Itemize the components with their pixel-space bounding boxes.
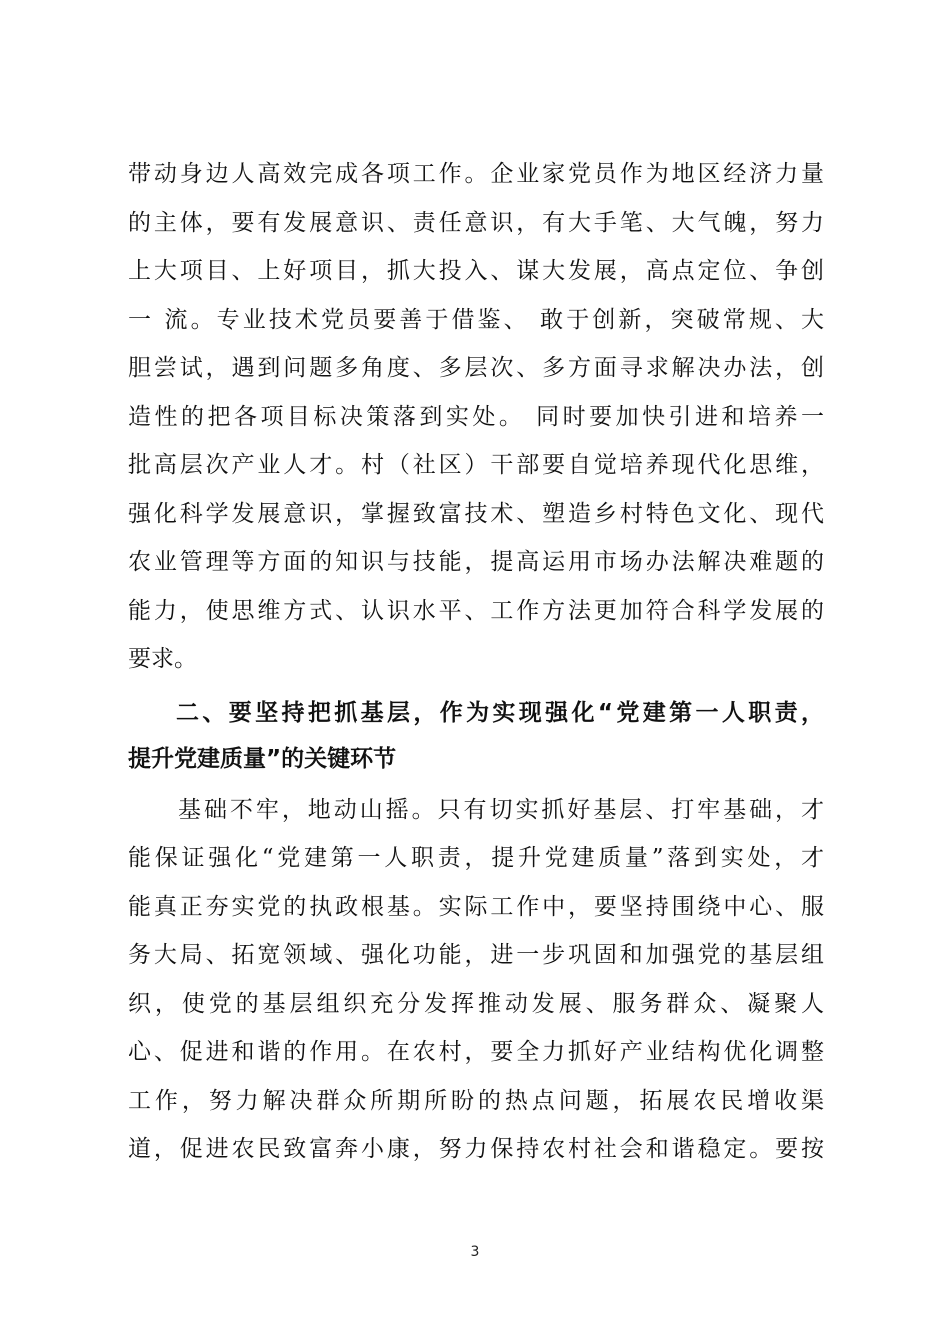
document-body [128,150,824,1174]
text-line: 织，使党的基层组织充分发挥推动发展、服务群众、凝聚人 [128,990,824,1017]
paragraph-1 [128,150,824,684]
text-line: 强化科学发展意识，掌握致富技术、塑造乡村特色文化、现代 [128,500,824,527]
section-heading [128,690,824,782]
heading-line: 二、要坚持把抓基层，作为实现强化“党建第一人职责， [176,699,824,726]
text-line: 工作，努力解决群众所期所盼的热点问题，拓展农民增收渠 [128,1087,824,1114]
text-line: 的主体，要有发展意识、责任意识，有大手笔、大气魄，努力 [128,209,824,236]
text-line: 一 流。专业技术党员要善于借鉴、 敢于创新，突破常规、大 [128,306,824,333]
text-line: 能保证强化“党建第一人职责，提升党建质量”落到实处，才 [128,845,824,871]
text-line: 胆尝试，遇到问题多角度、多层次、多方面寻求解决办法，创 [128,355,824,381]
text-line: 农业管理等方面的知识与技能，提高运用市场办法解决难题的 [128,549,824,575]
text-line: 要求。 [128,646,197,672]
text-line: 能真正夯实党的执政根基。实际工作中，要坚持围绕中心、服 [128,893,824,920]
text-line: 能力，使思维方式、认识水平、工作方法更加符合科学发展的 [128,597,824,624]
text-line: 造性的把各项目标决策落到实处。 同时要加快引进和培养一 [128,403,824,430]
text-line: 上大项目、上好项目，抓大投入、谋大发展，高点定位、争创 [128,258,824,284]
text-line: 道，促进农民致富奔小康，努力保持农村社会和谐稳定。要按 [128,1136,824,1162]
heading-line: 提升党建质量”的关键环节 [128,745,397,772]
text-line: 务大局、拓宽领域、强化功能，进一步巩固和加强党的基层组 [128,942,824,968]
text-line: 带动身边人高效完成各项工作。企业家党员作为地区经济力量 [128,161,824,187]
page-number: 3 [470,1244,480,1260]
text-line: 基础不牢，地动山摇。只有切实抓好基层、打牢基础，才 [178,796,824,823]
text-line: 批高层次产业人才。村（社区）干部要自觉培养现代化思维， [128,452,824,478]
paragraph-2 [128,786,824,1174]
text-line: 心、促进和谐的作用。在农村，要全力抓好产业结构优化调整 [128,1039,824,1065]
